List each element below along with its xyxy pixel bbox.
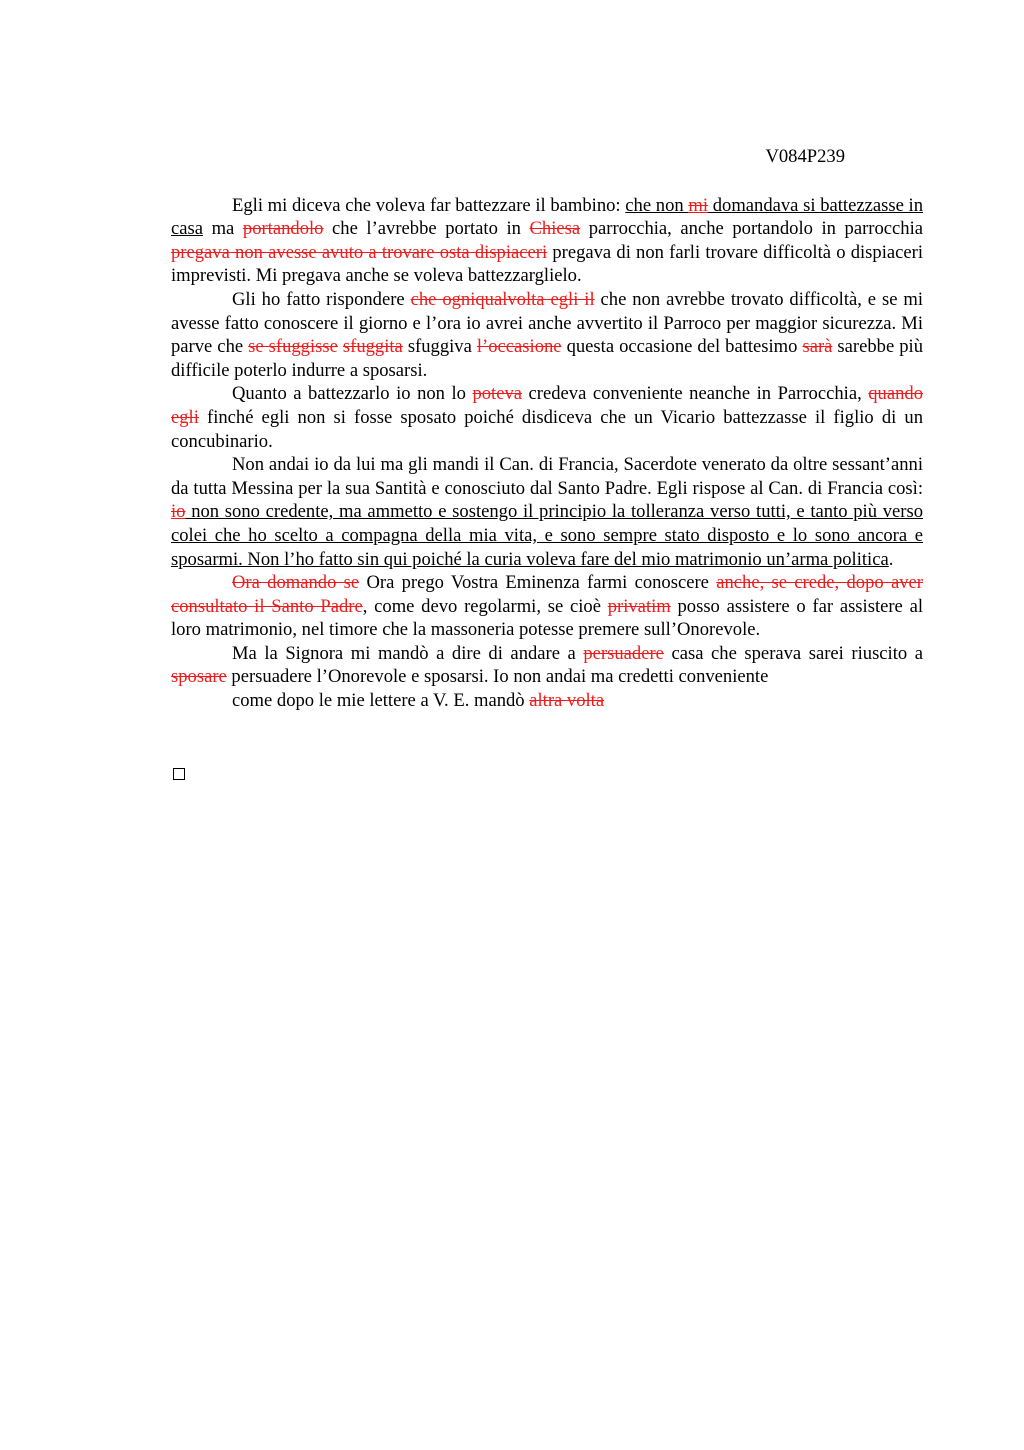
text-segment: che l’avrebbe portato in bbox=[323, 218, 530, 240]
text-segment: posso assistere o far assistere al loro matrimonio, nel timore che la massoneria potesse premere sull’Onorevole. bbox=[171, 595, 923, 641]
paragraph-4 bbox=[171, 453, 923, 571]
text-segment: parrocchia, anche portandolo in parrocchia bbox=[580, 218, 924, 240]
deleted-text: se sfuggisse bbox=[248, 336, 338, 358]
text-segment: credeva conveniente neanche in Parrocchia, bbox=[522, 383, 869, 405]
deleted-underlined-text: mi bbox=[688, 194, 709, 216]
deleted-text: persuadere bbox=[583, 642, 664, 664]
text-segment: ma bbox=[203, 218, 243, 240]
underlined-text: non sono credente, ma ammetto e sostengo il principio la tolleranza verso tutti, e tanto più verso colei che ho scelto a compagna della mia vita, e sono sempre stato disposto e lo sono ancora e sposarmi. Non l’ho fatto sin qui poiché la curia voleva fare del mio matrimonio un’arma politica bbox=[171, 501, 923, 570]
text-segment: che non avrebbe trovato difficoltà, e se mi avesse fatto conoscere il giorno e l’ora io avrei anche avvertito il Parroco per maggior sicurezza. Mi parve che bbox=[171, 288, 924, 358]
text-segment: sfuggiva bbox=[402, 336, 477, 358]
document-body bbox=[171, 194, 923, 713]
text-segment: Non andai io da lui ma gli mandi il Can. di Francia, Sacerdote venerato da oltre sessant’anni da tutta Messina per la sua Santità e conosciuto dal Santo Padre. Egli rispose al Can. di Francia così: bbox=[171, 454, 923, 499]
text-segment: . bbox=[888, 548, 894, 570]
paragraph-2 bbox=[171, 288, 923, 382]
deleted-text: anche, se crede, dopo aver consultato il Santo Padre bbox=[171, 572, 923, 617]
text-segment: Ora prego Vostra Eminenza farmi conoscere bbox=[359, 572, 717, 594]
text-segment: Quanto a battezzarlo io non lo bbox=[232, 383, 473, 405]
deleted-text: pregava non avesse avuto a trovare osta dispiaceri bbox=[171, 241, 548, 263]
text-segment: come dopo le mie lettere a V. E. mandò bbox=[232, 690, 530, 712]
paragraph-6 bbox=[171, 642, 923, 689]
paragraph-5 bbox=[171, 571, 923, 642]
paragraph-1 bbox=[171, 194, 923, 288]
underlined-text: domandava si battezzasse in casa bbox=[171, 194, 923, 240]
underlined-text: che non bbox=[625, 194, 689, 216]
text-segment: Egli mi diceva che voleva far battezzare il bambino: bbox=[232, 194, 626, 216]
paragraph-7 bbox=[171, 689, 923, 713]
text-segment: persuadere l’Onorevole e sposarsi. Io non andai ma credetti conveniente bbox=[226, 666, 769, 688]
text-segment: Ma la Signora mi mandò a dire di andare a bbox=[232, 642, 584, 664]
deleted-text: sfuggita bbox=[342, 336, 403, 358]
deleted-text: Ora domando se bbox=[232, 572, 360, 594]
document-id: V084P239 bbox=[765, 146, 845, 167]
deleted-text: sarà bbox=[802, 336, 833, 358]
document-page bbox=[171, 145, 923, 713]
deleted-underlined-text: io bbox=[171, 501, 186, 523]
text-segment: casa che sperava sarei riuscito a bbox=[663, 642, 924, 664]
text-segment: , come devo regolarmi, se cioè bbox=[362, 595, 608, 617]
text-segment: finché egli non si fosse sposato poiché disdiceva che un Vicario battezzasse il figlio di un concubinario. bbox=[171, 406, 923, 452]
deleted-text: Chiesa bbox=[529, 218, 581, 240]
deleted-text: portandolo bbox=[242, 218, 324, 240]
deleted-text: poteva bbox=[472, 383, 523, 405]
text-segment: sarebbe più difficile poterlo indurre a sposarsi. bbox=[171, 336, 923, 381]
deleted-text: l’occasione bbox=[476, 336, 562, 358]
paragraph-3 bbox=[171, 382, 923, 453]
deleted-text: altra volta bbox=[529, 690, 605, 712]
checkbox-square-icon bbox=[173, 768, 185, 780]
deleted-text: quando egli bbox=[171, 383, 923, 428]
text-segment: pregava di non farli trovare difficoltà o dispiaceri imprevisti. Mi pregava anche se voleva battezzarglielo. bbox=[171, 241, 923, 287]
deleted-text: sposare bbox=[171, 666, 227, 688]
text-segment: Gli ho fatto rispondere bbox=[232, 288, 411, 310]
deleted-text: privatim bbox=[607, 595, 671, 617]
text-segment: questa occasione del battesimo bbox=[561, 336, 803, 358]
deleted-text: che ogniqualvolta egli il bbox=[410, 288, 595, 310]
